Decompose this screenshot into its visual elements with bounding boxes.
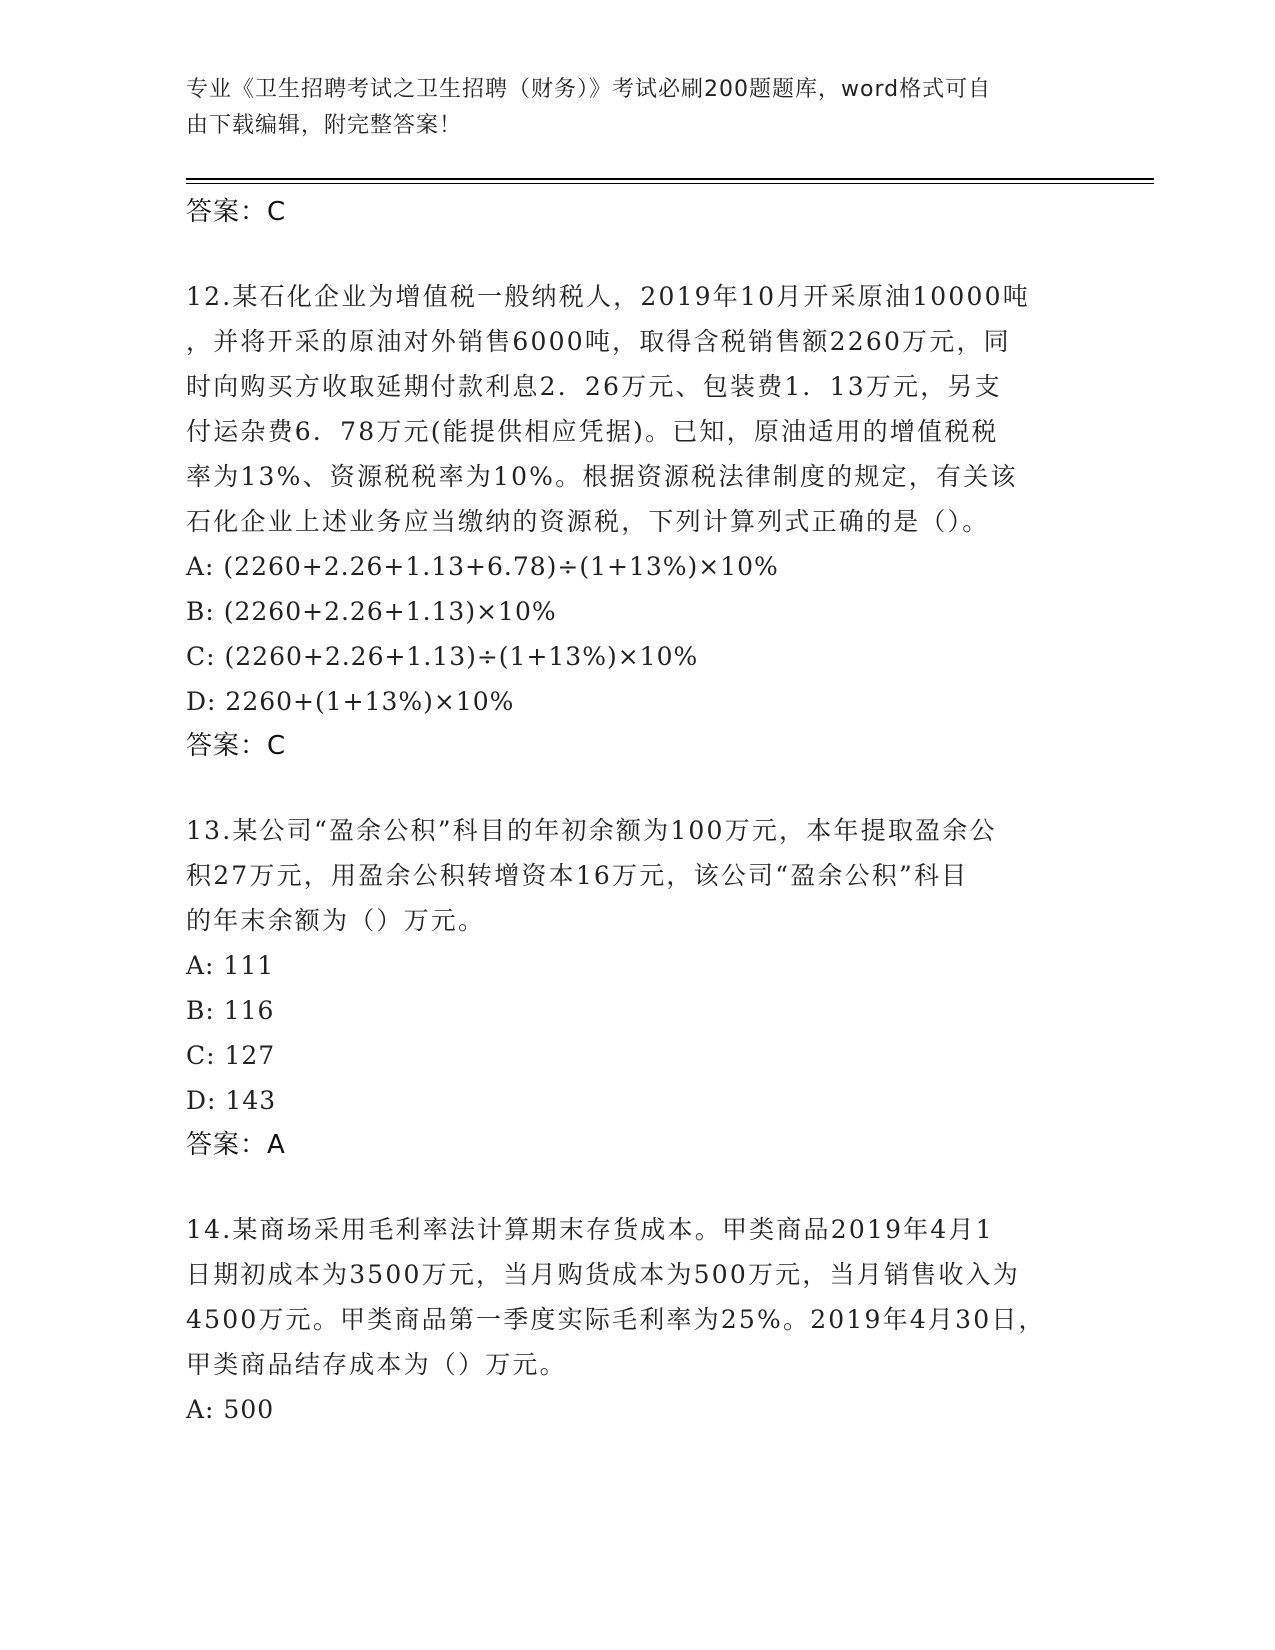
- stem-line: 日期初成本为3500万元，当月购货成本为500万元，当月销售收入为: [186, 1260, 1020, 1289]
- answer-line: 答案：C: [186, 197, 287, 227]
- header-rule-thick: [186, 178, 1154, 180]
- option-c: C: (2260+2.26+1.13)÷(1+13%)×10%: [186, 642, 699, 671]
- stem-line: 13.某公司“盈余公积”科目的年初余额为100万元，本年提取盈余公: [186, 816, 997, 845]
- header-line-2: 由下载编辑，附完整答案！: [186, 113, 463, 138]
- header-rule-thin: [186, 183, 1154, 184]
- question-14: [186, 1207, 1086, 1432]
- stem-line: 14.某商场采用毛利率法计算期末存货成本。甲类商品2019年4月1: [186, 1215, 994, 1244]
- stem-line: 4500万元。甲类商品第一季度实际毛利率为25%。2019年4月30日，: [186, 1305, 1046, 1334]
- stem-line: ，并将开采的原油对外销售6000吨，取得含税销售额2260万元，同: [186, 327, 1011, 356]
- option-d: D: 2260+(1+13%)×10%: [186, 687, 515, 716]
- stem-line: 积27万元，用盈余公积转增资本16万元，该公司“盈余公积”科目: [186, 861, 969, 890]
- answer-line: 答案：C: [186, 731, 287, 761]
- stem-line: 石化企业上述业务应当缴纳的资源税，下列计算列式正确的是（）。: [186, 507, 990, 536]
- question-12: [186, 274, 1086, 768]
- option-a: A: 111: [186, 951, 275, 980]
- stem-line: 付运杂费6．78万元(能提供相应凭据)。已知，原油适用的增值税税: [186, 417, 999, 446]
- question-stem: [186, 1207, 1086, 1387]
- option-d: D: 143: [186, 1086, 277, 1115]
- answer-line: 答案：A: [186, 1130, 286, 1160]
- stem-line: 率为13%、资源税税率为10%。根据资源税法律制度的规定，有关该: [186, 462, 1018, 491]
- option-b: B: (2260+2.26+1.13)×10%: [186, 597, 557, 626]
- option-b: B: 116: [186, 996, 275, 1025]
- option-a: A: (2260+2.26+1.13+6.78)÷(1+13%)×10%: [186, 552, 779, 581]
- question-stem: [186, 808, 1086, 943]
- stem-line: 甲类商品结存成本为（）万元。: [186, 1350, 567, 1379]
- header-line-1: 专业《卫生招聘考试之卫生招聘（财务）》考试必刷200题题库，word格式可自: [186, 77, 992, 102]
- stem-line: 的年末余额为（）万元。: [186, 906, 486, 935]
- question-stem: [186, 274, 1086, 544]
- stem-line: 时向购买方收取延期付款利息2．26万元、包装费1．13万元，另支: [186, 372, 1002, 401]
- stem-line: 12.某石化企业为增值税一般纳税人，2019年10月开采原油10000吨: [186, 282, 1030, 311]
- option-c: C: 127: [186, 1041, 276, 1070]
- option-a: A: 500: [186, 1395, 275, 1424]
- question-13: [186, 808, 1086, 1167]
- document-header: [186, 72, 1086, 144]
- document-body: [186, 190, 1086, 1432]
